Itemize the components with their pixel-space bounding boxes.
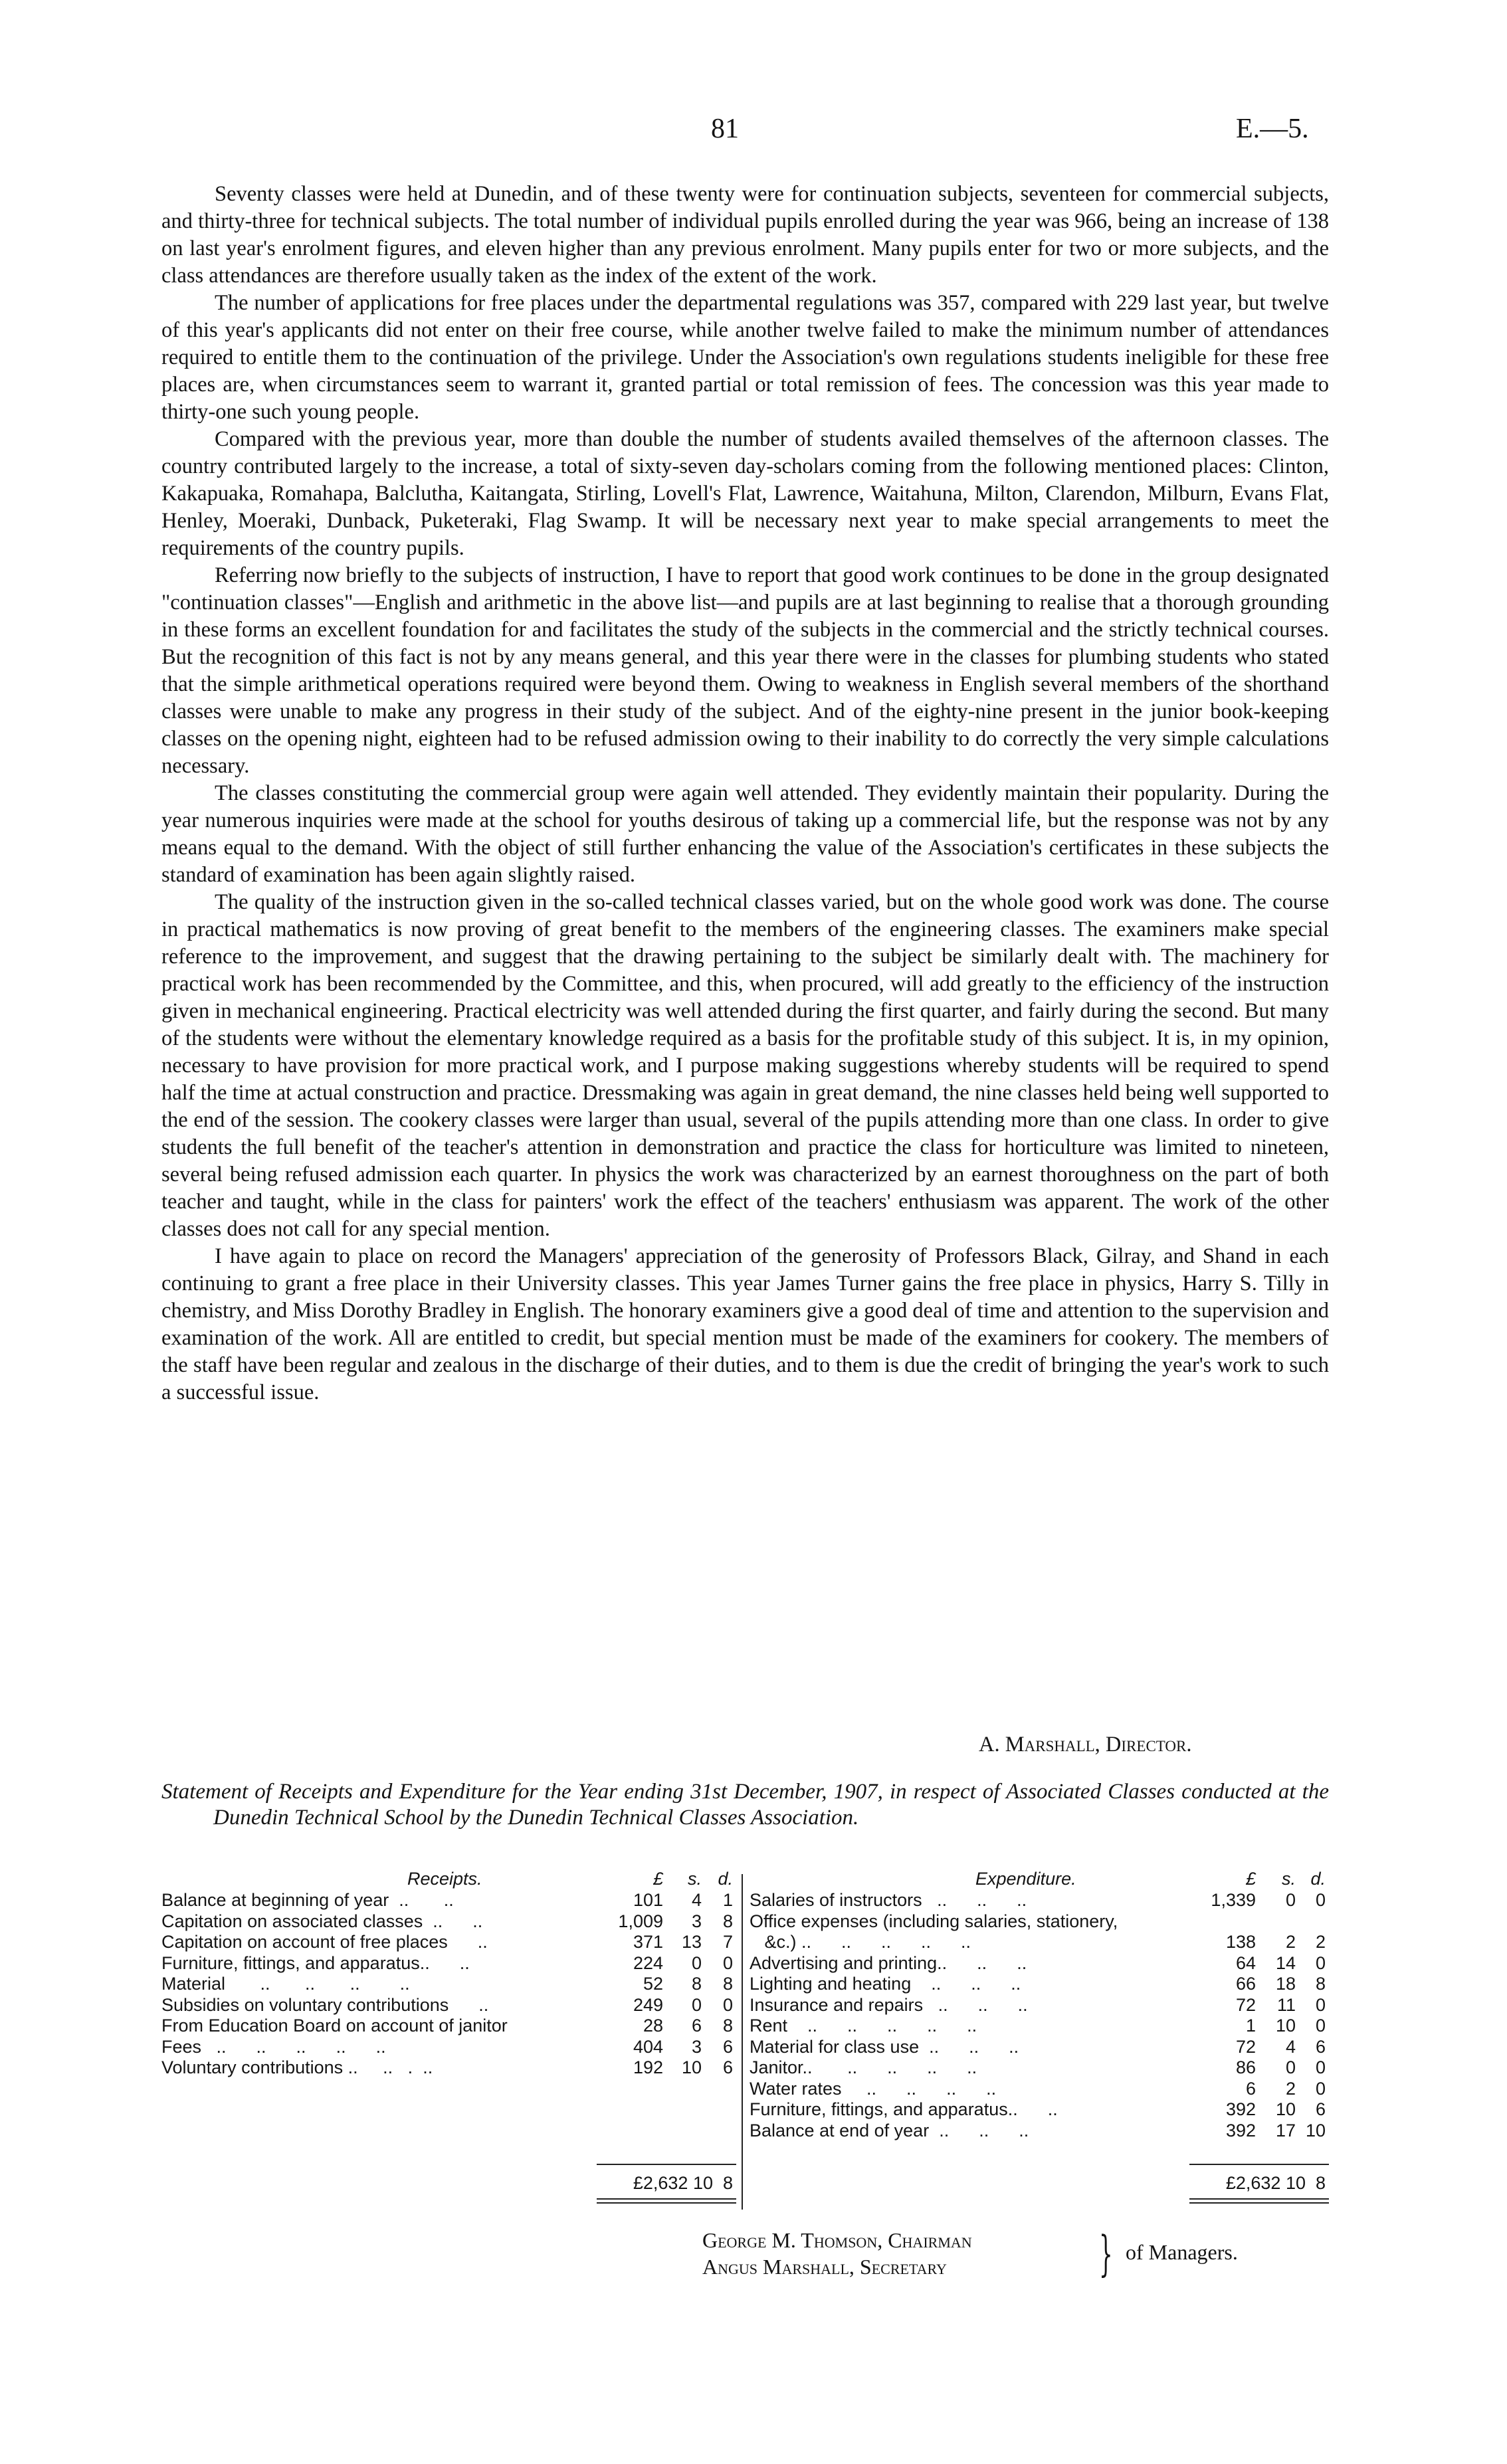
pence-value: 8 bbox=[722, 1911, 733, 1931]
shillings-value: 10 bbox=[1275, 2099, 1296, 2119]
board-label: of Managers. bbox=[1126, 2240, 1238, 2264]
pence-value: 8 bbox=[722, 2016, 733, 2036]
line-item-label: Material .. .. .. .. bbox=[161, 1974, 410, 1994]
expenditure-total bbox=[1189, 2173, 1329, 2200]
document-reference: E.—5. bbox=[1236, 114, 1309, 144]
expenditure-header bbox=[750, 1869, 1329, 1890]
pounds-value: 52 bbox=[643, 1974, 663, 1994]
pounds-value: 72 bbox=[1235, 2036, 1256, 2057]
pence-value: 0 bbox=[1315, 2078, 1326, 2099]
pence-header: d. bbox=[718, 1869, 733, 1889]
pence-value: 0 bbox=[1315, 1994, 1326, 2015]
shillings-value: 11 bbox=[1276, 1994, 1296, 2015]
page-number: 81 bbox=[711, 114, 739, 144]
pence-value: 0 bbox=[1315, 1890, 1326, 1910]
expenditure-row bbox=[750, 2057, 1329, 2079]
line-item-label: Voluntary contributions .. .. . .. bbox=[161, 2057, 433, 2077]
line-item-label: From Education Board on account of janitor bbox=[161, 2016, 508, 2036]
shillings-value: 13 bbox=[681, 1932, 702, 1952]
accounts-statement bbox=[161, 1869, 1329, 2214]
shillings-value: 4 bbox=[691, 1890, 702, 1910]
statement-title: Statement of Receipts and Expenditure for the Year ending 31st December, 1907, in respect of Associated Classes conducted at the Dunedin Technical School by the Dunedin Technical Classes Association. bbox=[161, 1780, 1329, 1830]
total-rule bbox=[1189, 2164, 1329, 2165]
receipt-row bbox=[161, 2037, 736, 2058]
pounds-value: 101 bbox=[633, 1890, 663, 1910]
receipts-heading: Receipts. bbox=[407, 1869, 482, 1889]
shillings-value: 2 bbox=[1285, 2078, 1296, 2099]
receipt-row bbox=[161, 1995, 736, 2016]
shillings-value: 0 bbox=[691, 1994, 702, 2015]
shillings-value: 14 bbox=[1275, 1952, 1296, 1973]
expenditure-row bbox=[750, 2121, 1329, 2142]
pounds-header: £ bbox=[653, 1869, 663, 1889]
expenditure-column bbox=[750, 1869, 1329, 2193]
page-header bbox=[0, 113, 1507, 153]
line-item-label: Balance at beginning of year .. .. bbox=[161, 1890, 454, 1910]
receipts-header bbox=[161, 1869, 736, 1890]
receipt-row bbox=[161, 2057, 736, 2079]
expenditure-heading: Expenditure. bbox=[975, 1869, 1076, 1889]
line-item-label: Janitor.. .. .. .. .. bbox=[750, 2057, 977, 2077]
pence-value: 0 bbox=[1315, 1952, 1326, 1973]
shillings-value: 6 bbox=[691, 2016, 702, 2036]
column-divider bbox=[742, 1874, 743, 2210]
total-double-rule-lower bbox=[1189, 2202, 1329, 2204]
shillings-value: 0 bbox=[691, 1952, 702, 1973]
line-item-label: Furniture, fittings, and apparatus.. .. bbox=[750, 2099, 1058, 2119]
expenditure-row bbox=[750, 2037, 1329, 2058]
pence-value: 8 bbox=[1315, 1974, 1326, 1994]
expenditure-row bbox=[750, 1995, 1329, 2016]
receipt-row bbox=[161, 1932, 736, 1953]
pounds-value: 138 bbox=[1225, 1932, 1256, 1952]
expenditure-row bbox=[750, 1974, 1329, 1995]
pence-value: 10 bbox=[1305, 2120, 1326, 2140]
pence-value: 0 bbox=[722, 1994, 733, 2015]
shillings-value: 10 bbox=[681, 2057, 702, 2077]
pounds-value: 392 bbox=[1225, 2120, 1256, 2140]
line-item-label: Rent .. .. .. .. .. bbox=[750, 2016, 977, 2036]
expenditure-row bbox=[750, 2016, 1329, 2037]
line-item-label: Salaries of instructors .. .. .. bbox=[750, 1890, 1027, 1910]
pence-value: 7 bbox=[722, 1932, 733, 1952]
pence-value: 1 bbox=[722, 1890, 733, 1910]
paragraph-technical-classes: The quality of the instruction given in the so-called technical classes varied, but on the whole good work was done. The course in practical mathematics is now proving of great benefit to the members of the engineering classes. The examiners make special reference to the improvement, and suggest that the drawing pertaining to the subject be similarly dealt with. The machinery for practical work has been recommended by the Committee, and this, when procured, will add greatly to the efficiency of the instruction given in mechanical engineering. Practical electricity was well attended during the first quarter, and fairly during the second. But many of the students were without the elementary knowledge required as a basis for the profitable study of this subject. It is, in my opinion, necessary to have provision for more practical work, and I purpose making suggestions whereby students will be required to spend half the time at actual construction and practice. Dressmaking was again in great demand, the nine classes held being well supported to the end of the session. The cookery classes were larger than usual, several of the pupils attending more than one class. In order to give students the full benefit of the teacher's attention in demonstration and practice the class for horticulture was limited to nineteen, several being refused admission each quarter. In physics the work was characterized by an earnest thoroughness on the part of both teacher and taught, while in the class for painters' work the effect of the teachers' enthusiasm was apparent. The work of the other classes does not call for any special mention. bbox=[161, 890, 1329, 1241]
shillings-header: s. bbox=[687, 1869, 702, 1889]
line-item-label: Capitation on associated classes .. .. bbox=[161, 1911, 483, 1931]
director-signature: A. Marshall, Director. bbox=[979, 1733, 1192, 1756]
pounds-value: 371 bbox=[633, 1932, 663, 1952]
pounds-value: 392 bbox=[1225, 2099, 1256, 2119]
line-item-label: Office expenses (including salaries, stationery, bbox=[750, 1911, 1118, 1931]
pence-value: 0 bbox=[722, 1952, 733, 1973]
total-double-rule bbox=[1189, 2198, 1329, 2200]
pounds-value: 86 bbox=[1235, 2057, 1256, 2077]
paragraph-enrolment: Seventy classes were held at Dunedin, and of these twenty were for continuation subjects, seventeen for commercial subjects, and thirty-three for technical subjects. The total number of individual pupils enrolled during the year was 966, being an increase of 138 on last year's enrolment figures, and eleven higher than any previous enrolment. Many pupils enter for two or more subjects, and the class attendances are therefore usually taken as the index of the extent of the work. bbox=[161, 182, 1329, 288]
pounds-value: 66 bbox=[1235, 1974, 1256, 1994]
line-item-label: Balance at end of year .. .. .. bbox=[750, 2120, 1029, 2140]
receipts-total bbox=[597, 2173, 736, 2200]
secretary-line: Angus Marshall, Secretary bbox=[702, 2255, 947, 2279]
pounds-value: 404 bbox=[633, 2036, 663, 2057]
shillings-value: 17 bbox=[1275, 2120, 1296, 2140]
shillings-value: 4 bbox=[1285, 2036, 1296, 2057]
receipts-column bbox=[161, 1869, 736, 2193]
paragraph-free-places: The number of applications for free places under the departmental regulations was 357, compared with 229 last year, but twelve of this year's applicants did not enter on their free course, while another twelve failed to make the minimum number of attendances required to entitle them to the continuation of the privilege. Under the Association's own regulations students ineligible for these free places are, when circumstances seem to warrant it, granted partial or total remission of fees. The concession was this year made to thirty-one such young people. bbox=[161, 291, 1329, 424]
pounds-value: 224 bbox=[633, 1952, 663, 1973]
shillings-value: 8 bbox=[691, 1974, 702, 1994]
pence-value: 6 bbox=[1315, 2036, 1326, 2057]
line-item-label: Furniture, fittings, and apparatus.. .. bbox=[161, 1952, 470, 1973]
brace-glyph: } bbox=[1099, 2226, 1113, 2281]
pounds-value: 249 bbox=[633, 1994, 663, 2015]
pounds-value: 1 bbox=[1245, 2016, 1256, 2036]
receipt-row bbox=[161, 2016, 736, 2037]
expenditure-row bbox=[750, 1911, 1329, 1933]
pounds-value: 64 bbox=[1235, 1952, 1256, 1973]
line-item-label: Subsidies on voluntary contributions .. bbox=[161, 1994, 489, 2015]
pence-value: 2 bbox=[1315, 1932, 1326, 1952]
pounds-value: 6 bbox=[1245, 2078, 1256, 2099]
pounds-value: 1,339 bbox=[1211, 1890, 1256, 1910]
pounds-header: £ bbox=[1245, 1869, 1256, 1889]
line-item-label: Water rates .. .. .. .. bbox=[750, 2078, 997, 2099]
paragraph-afternoon-classes: Compared with the previous year, more than double the number of students availed themselves of the afternoon classes. The country contributed largely to the increase, a total of sixty-seven day-scholars coming from the following mentioned places: Clinton, Kakapuaka, Romahapa, Balclutha, Kaitangata, Stirling, Lovell's Flat, Lawrence, Waitahuna, Milton, Clarendon, Milburn, Evans Flat, Henley, Moeraki, Dunback, Puketeraki, Flag Swamp. It will be necessary next year to make special arrangements to meet the requirements of the country pupils. bbox=[161, 427, 1329, 560]
total-double-rule-lower bbox=[597, 2202, 736, 2204]
expenditure-rows bbox=[750, 1890, 1329, 2141]
paragraph-commercial-group: The classes constituting the commercial group were again well attended. They evidently maintain their popularity. During the year numerous inquiries were made at the school for youths desirous of taking up a commercial life, but the response was not by any means equal to the demand. With the object of still further enhancing the value of the Association's certificates in these subjects the standard of examination has been again slightly raised. bbox=[161, 781, 1329, 887]
pence-value: 6 bbox=[722, 2057, 733, 2077]
total-double-rule bbox=[597, 2198, 736, 2200]
expenditure-row bbox=[750, 1890, 1329, 1911]
receipt-row bbox=[161, 1911, 736, 1933]
shillings-value: 0 bbox=[1285, 1890, 1296, 1910]
pence-value: 0 bbox=[1315, 2016, 1326, 2036]
shillings-header: s. bbox=[1281, 1869, 1296, 1889]
paragraph-continuation-classes: Referring now briefly to the subjects of instruction, I have to report that good work continues to be done in the group designated "continuation classes"—English and arithmetic in the above list—and pupils are at last beginning to realise that a thorough grounding in these forms an excellent foundation for and facilitates the study of the subjects in the commercial and the strictly technical courses. But the recognition of this fact is not by any means general, and this year there were in the classes for plumbing students who stated that the simple arithmetical operations required were beyond them. Owing to weakness in English several members of the shorthand classes were unable to make any progress in their study of the subject. And of the eighty-nine present in the junior book-keeping classes on the opening night, eighteen had to be refused admission owing to their inability to do correctly the very simple calculations necessary. bbox=[161, 563, 1329, 778]
expenditure-row bbox=[750, 1953, 1329, 1974]
pence-value: 8 bbox=[722, 1974, 733, 1994]
chairman-line: George M. Thomson, Chairman bbox=[702, 2228, 972, 2252]
line-item-label: Insurance and repairs .. .. .. bbox=[750, 1994, 1028, 2015]
report-body bbox=[161, 181, 1329, 1406]
shillings-value: 2 bbox=[1285, 1932, 1296, 1952]
pence-value: 6 bbox=[1315, 2099, 1326, 2119]
pounds-value: 72 bbox=[1235, 1994, 1256, 2015]
pounds-value: 28 bbox=[643, 2016, 663, 2036]
line-item-label: Capitation on account of free places .. bbox=[161, 1932, 488, 1952]
pounds-value: 1,009 bbox=[618, 1911, 663, 1931]
shillings-value: 3 bbox=[691, 2036, 702, 2057]
pounds-value: 192 bbox=[633, 2057, 663, 2077]
line-item-label: Fees .. .. .. .. .. bbox=[161, 2036, 386, 2057]
shillings-value: 18 bbox=[1275, 1974, 1296, 1994]
expenditure-row bbox=[750, 1932, 1329, 1953]
pence-header: d. bbox=[1310, 1869, 1326, 1889]
expenditure-row bbox=[750, 2099, 1329, 2121]
shillings-value: 0 bbox=[1285, 2057, 1296, 2077]
receipts-rows bbox=[161, 1890, 736, 2079]
shillings-value: 10 bbox=[1275, 2016, 1296, 2036]
signatories-block bbox=[702, 2227, 1300, 2287]
line-item-label: Material for class use .. .. .. bbox=[750, 2036, 1019, 2057]
line-item-label: Advertising and printing.. .. .. bbox=[750, 1952, 1027, 1973]
paragraph-acknowledgements: I have again to place on record the Managers' appreciation of the generosity of Professors Black, Gilray, and Shand in each continuing to grant a free place in their University classes. This year James Turner gains the free place in physics, Harry S. Tilly in chemistry, and Miss Dorothy Bradley in English. The honorary examiners give a good deal of time and attention to the supervision and examination of the work. All are entitled to credit, but special mention must be made of the examiners for cookery. The members of the staff have been regular and zealous in the discharge of their duties, and to them is due the credit of bringing the year's work to such a successful issue. bbox=[161, 1244, 1329, 1404]
expenditure-total-value: £2,632 10 8 bbox=[1225, 2173, 1326, 2193]
receipt-row bbox=[161, 1890, 736, 1911]
receipts-total-value: £2,632 10 8 bbox=[633, 2173, 733, 2193]
shillings-value: 3 bbox=[691, 1911, 702, 1931]
expenditure-row bbox=[750, 2079, 1329, 2100]
line-item-label: Lighting and heating .. .. .. bbox=[750, 1974, 1021, 1994]
receipt-row bbox=[161, 1953, 736, 1974]
line-item-label: &c.) .. .. .. .. .. bbox=[750, 1932, 971, 1952]
pence-value: 6 bbox=[722, 2036, 733, 2057]
receipt-row bbox=[161, 1974, 736, 1995]
total-rule bbox=[597, 2164, 736, 2165]
pence-value: 0 bbox=[1315, 2057, 1326, 2077]
